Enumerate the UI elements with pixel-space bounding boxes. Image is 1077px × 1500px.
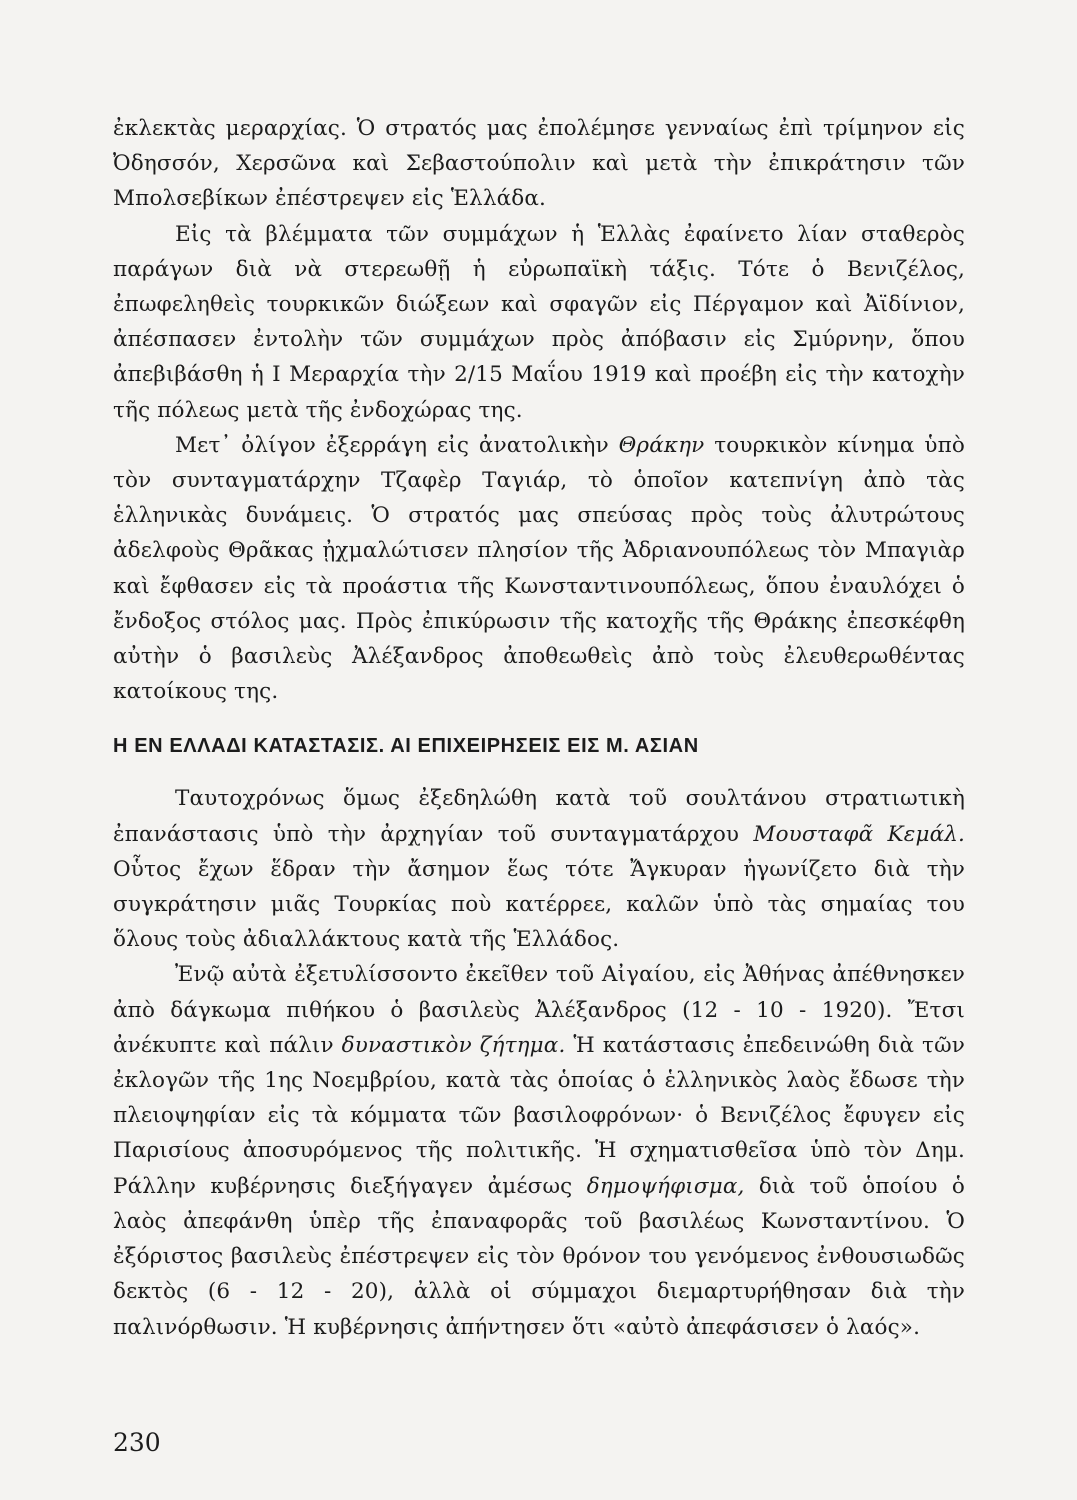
- paragraph-2: [113, 217, 965, 428]
- paragraph-5-text-3: διὰ τοῦ ὁποίου ὁ λαὸς ἀπεφάνθη ὑπὲρ τῆς ἐπαναφορᾶς τοῦ βασιλέως Κωνσταντίνου. Ὁ ἐξόριστος βασιλεὺς ἐπέστρεψεν εἰς τὸν θρόνον του γενόμενος ἐνθουσιωδῶς δεκτὸς (6 - 12 - 20), ἀλλὰ οἱ σύμμαχοι διεμαρτυρήθησαν διὰ τὴν παλινόρθωσιν. Ἡ κυβέρνησις ἀπήντησεν ὅτι «αὐτὸ ἀπεφάσισεν ὁ λαός».: [113, 1173, 965, 1340]
- paragraph-1-text: ἐκλεκτὰς μεραρχίας. Ὁ στρατός μας ἐπολέμησε γενναίως ἐπὶ τρίμηνον εἰς Ὀδησσόν, Χερσῶνα καὶ Σεβαστούπολιν καὶ μετὰ τὴν ἐπικράτησιν τῶν Μπολσεβίκων ἐπέστρεψεν εἰς Ἑλλάδα.: [113, 116, 965, 212]
- paragraph-1: [113, 111, 965, 217]
- paragraph-4-text-after: Οὗτος ἔχων ἕδραν τὴν ἄσημον ἕως τότε Ἄγκυραν ἠγωνίζετο διὰ τὴν συγκράτησιν μιᾶς Τουρκίας ποὺ κατέρρεε, καλῶν ὑπὸ τὰς σημαίας του ὅλους τοὺς ἀδιαλλάκτους κατὰ τῆς Ἑλλάδος.: [113, 856, 965, 953]
- page-number: 230: [113, 1428, 161, 1457]
- paragraph-5-text-2: Ἡ κατάστασις ἐπεδεινώθη διὰ τῶν ἐκλογῶν τῆς 1ης Νοεμβρίου, κατὰ τὰς ὁποίας ὁ ἑλληνικὸς λαὸς ἔδωσε τὴν πλειοψηφίαν εἰς τὰ κόμματα τῶν βασιλοφρόνων· ὁ Βενιζέλος ἔφυγεν εἰς Παρισίους ἀποσυρόμενος τῆς πολιτικῆς. Ἡ σχηματισθεῖσα ὑπὸ τὸν Δημ. Ράλλην κυβέρνησις διεξήγαγεν ἀμέσως: [113, 1032, 966, 1199]
- paragraph-3-text-after: τουρκικὸν κίνημα ὑπὸ τὸν συνταγματάρχην Τζαφὲρ Ταγιάρ, τὸ ὁποῖον κατεπνίγη ἀπὸ τὰς ἑλληνικὰς δυνάμεις. Ὁ στρατός μας σπεύσας πρὸς τοὺς ἀλυτρώτους ἀδελφοὺς Θρᾶκας ᾐχμαλώτισεν πλησίον τῆς Ἀδριανουπόλεως τὸν Μπαγιὰρ καὶ ἔφθασεν εἰς τὰ προάστια τῆς Κωνσταντινουπόλεως, ὅπου ἐναυλόχει ὁ ἔνδοξος στόλος μας. Πρὸς ἐπικύρωσιν τῆς κατοχῆς τῆς Θράκης ἐπεσκέφθη αὐτὴν ὁ βασιλεὺς Ἀλέξανδρος ἀποθεωθεὶς ἀπὸ τοὺς ἐλευθερωθέντας κατοίκους της.: [113, 432, 965, 705]
- paragraph-3-text-before: Μετ᾽ ὀλίγον ἐξερράγη εἰς ἀνατολικὴν: [175, 432, 619, 458]
- paragraph-2-text: Εἰς τὰ βλέμματα τῶν συμμάχων ἡ Ἑλλὰς ἐφαίνετο λίαν σταθερὸς παράγων διὰ νὰ στερεωθῇ ἡ εὐρωπαϊκὴ τάξις. Τότε ὁ Βενιζέλος, ἐπωφεληθεὶς τουρκικῶν διώξεων καὶ σφαγῶν εἰς Πέργαμον καὶ Ἀϊδίνιον, ἀπέσπασεν ἐντολὴν τῶν συμμάχων πρὸς ἀπόβασιν εἰς Σμύρνην, ὅπου ἀπεβιβάσθη ἡ Ι Μεραρχία τὴν 2/15 Μαΐου 1919 καὶ προέβη εἰς τὴν κατοχὴν τῆς πόλεως μετὰ τῆς ἐνδοχώρας της.: [113, 221, 965, 423]
- paragraph-4-italic-term: Μουσταφᾶ Κεμάλ.: [753, 821, 966, 847]
- paragraph-5: [113, 957, 965, 1344]
- paragraph-5-text-1: Ἐνῷ αὐτὰ ἐξετυλίσσοντο ἐκεῖθεν τοῦ Αἰγαίου, εἰς Ἀθήνας ἀπέθνησκεν ἀπὸ δάγκωμα πιθήκου ὁ βασιλεὺς Ἀλέξανδρος (12 - 10 - 1920). Ἔτσι ἀνέκυπτε καὶ πάλιν: [113, 962, 965, 1058]
- section-heading: Η ΕΝ ΕΛΛΑΔΙ ΚΑΤΑΣΤΑΣΙΣ. ΑΙ ΕΠΙΧΕΙΡΗΣΕΙΣ ΕΙΣ Μ. ΑΣΙΑΝ: [113, 735, 699, 758]
- paragraph-3-italic-term: Θράκην: [618, 432, 705, 458]
- paragraph-5-italic-term-1: δυναστικὸν ζήτημα.: [341, 1032, 566, 1058]
- paragraph-5-italic-term-2: δημοψήφισμα,: [586, 1173, 745, 1199]
- paragraph-4-text-before: Ταυτοχρόνως ὅμως ἐξεδηλώθη κατὰ τοῦ σουλτάνου στρατιωτικὴ ἐπανάστασις ὑπὸ τὴν ἀρχηγίαν τοῦ συνταγματάρχου: [113, 786, 965, 847]
- paragraph-4: [113, 781, 965, 957]
- paragraph-3: [113, 428, 965, 710]
